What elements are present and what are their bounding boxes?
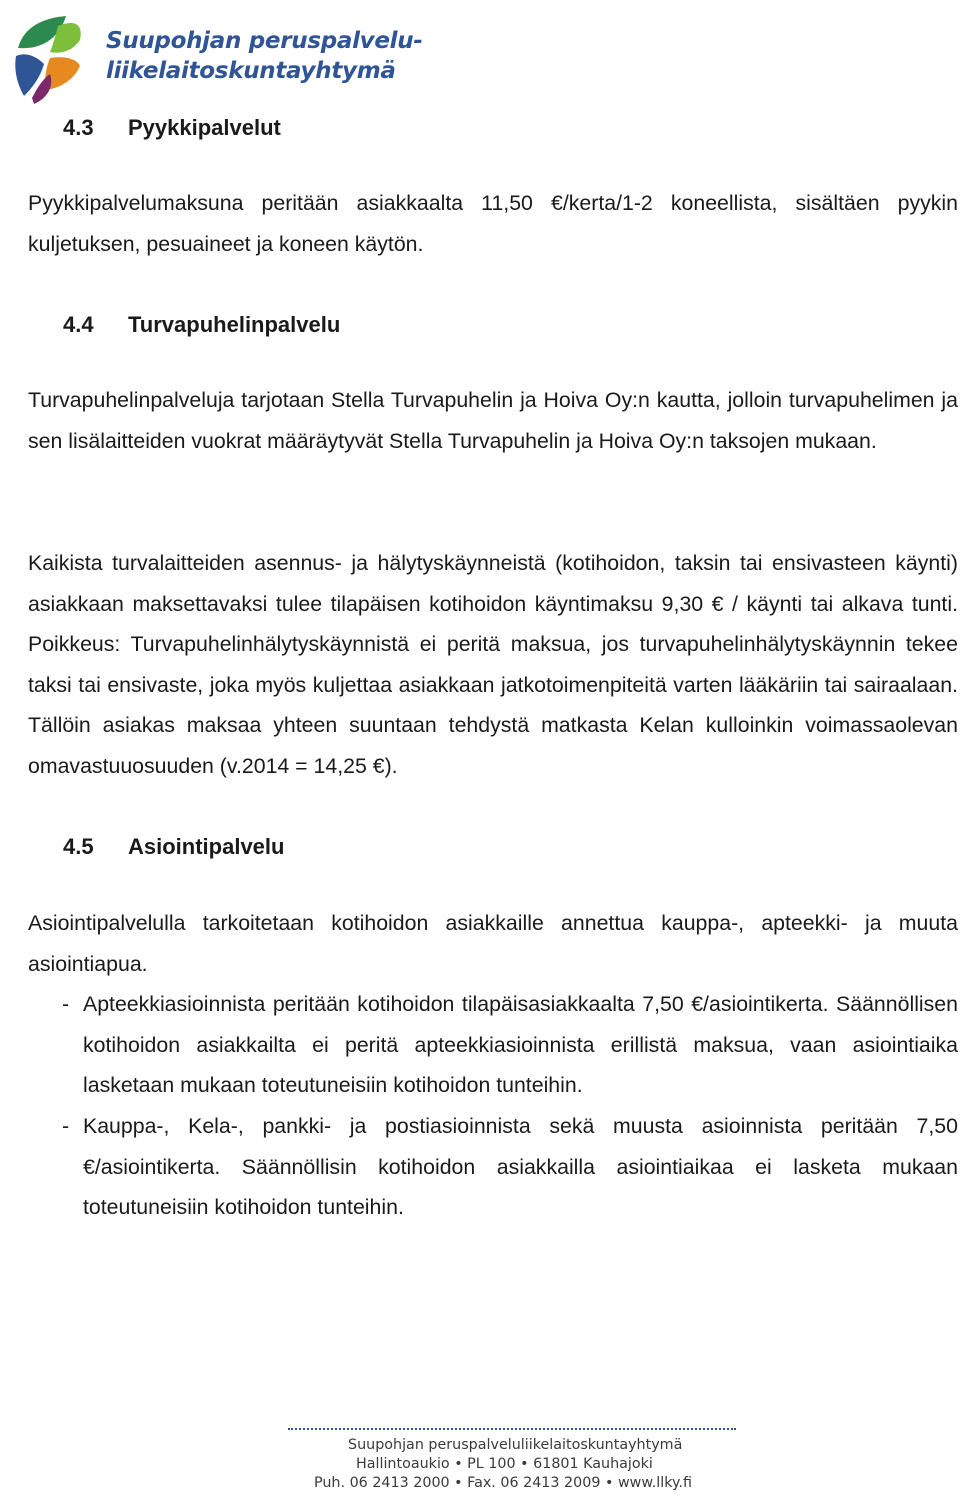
list-item [62, 1106, 958, 1228]
organization-logo [14, 12, 423, 108]
footer-organization: Suupohjan peruspalveluliikelaitoskuntayhtymä [348, 1437, 683, 1453]
page-footer [288, 1428, 738, 1493]
section-number: 4.5 [63, 834, 94, 859]
bullet-dash: - [62, 992, 70, 1016]
section-number: 4.4 [63, 312, 94, 337]
logo-text-line1: Suupohjan peruspalvelu- [106, 28, 423, 54]
paragraph-turvapuhelin-2: Kaikista turvalaitteiden asennus- ja hälytyskäynneistä (kotihoidon, taksin tai ensivasteen käynti) asiakkaan maksettavaksi tulee tilapäisen kotihoidon käyntimaksu 9,30 € / käynti tai alkava tunti. Poikkeus: Turvapuhelinhälytyskäynnistä ei peritä maksua, jos turvapuhelinhälytyskäynnin tekee taksi tai ensivaste, joka myös kuljettaa asiakkaan jatkotoimenpiteitä varten lääkäriin tai sairaalaan. Tällöin asiakas maksaa yhteen suuntaan tehdystä matkasta Kelan kulloinkin voimassaolevan omavastuuosuuden (v.2014 = 14,25 €). [28, 551, 958, 778]
bullet-text: Kauppa-, Kela-, pankki- ja postiasioinnista sekä muusta asioinnista peritään 7,50 €/asiointikerta. Säännöllisin kotihoidon asiakkailla asiointiaikaa ei lasketa mukaan toteutuneisiin kotihoidon tunteihin. [83, 1114, 958, 1219]
section-heading-4-3 [63, 115, 281, 141]
footer-address: Hallintoaukio • PL 100 • 61801 Kauhajoki [356, 1456, 653, 1472]
section-number: 4.3 [63, 115, 94, 140]
section-title: Asiointipalvelu [128, 834, 285, 859]
paragraph-pyykkipalvelut: Pyykkipalvelumaksuna peritään asiakkaalta 11,50 €/kerta/1-2 koneellista, sisältäen pyykin kuljetuksen, pesuaineet ja koneen käytön. [28, 191, 958, 256]
logo-text-line2: liikelaitoskuntayhtymä [106, 58, 396, 84]
list-item [62, 984, 958, 1106]
footer-divider [288, 1428, 736, 1430]
footer-contact: Puh. 06 2413 2000 • Fax. 06 2413 2009 • www.llky.fi [314, 1475, 692, 1491]
section-title: Pyykkipalvelut [128, 115, 281, 140]
paragraph-turvapuhelin-1: Turvapuhelinpalveluja tarjotaan Stella Turvapuhelin ja Hoiva Oy:n kautta, jolloin turvapuhelimen ja sen lisälaitteiden vuokrat määräytyvät Stella Turvapuhelin ja Hoiva Oy:n taksojen mukaan. [28, 388, 958, 453]
section-heading-4-5 [63, 834, 284, 860]
section-title: Turvapuhelinpalvelu [128, 312, 341, 337]
section-heading-4-4 [63, 312, 340, 338]
bullet-dash: - [62, 1114, 70, 1138]
logo-leaves-icon [14, 12, 94, 108]
paragraph-asiointipalvelu: Asiointipalvelulla tarkoitetaan kotihoidon asiakkaille annettua kauppa-, apteekki- ja muuta asiointiapua. [28, 911, 958, 976]
bullet-text: Apteekkiasioinnista peritään kotihoidon tilapäisasiakkaalta 7,50 €/asiointikerta. Säännöllisen kotihoidon asiakkailta ei peritä apteekkiasioinnista erillistä maksua, vaan asiointiaika lasketaan mukaan toteutuneisiin kotihoidon tunteihin. [83, 992, 958, 1097]
